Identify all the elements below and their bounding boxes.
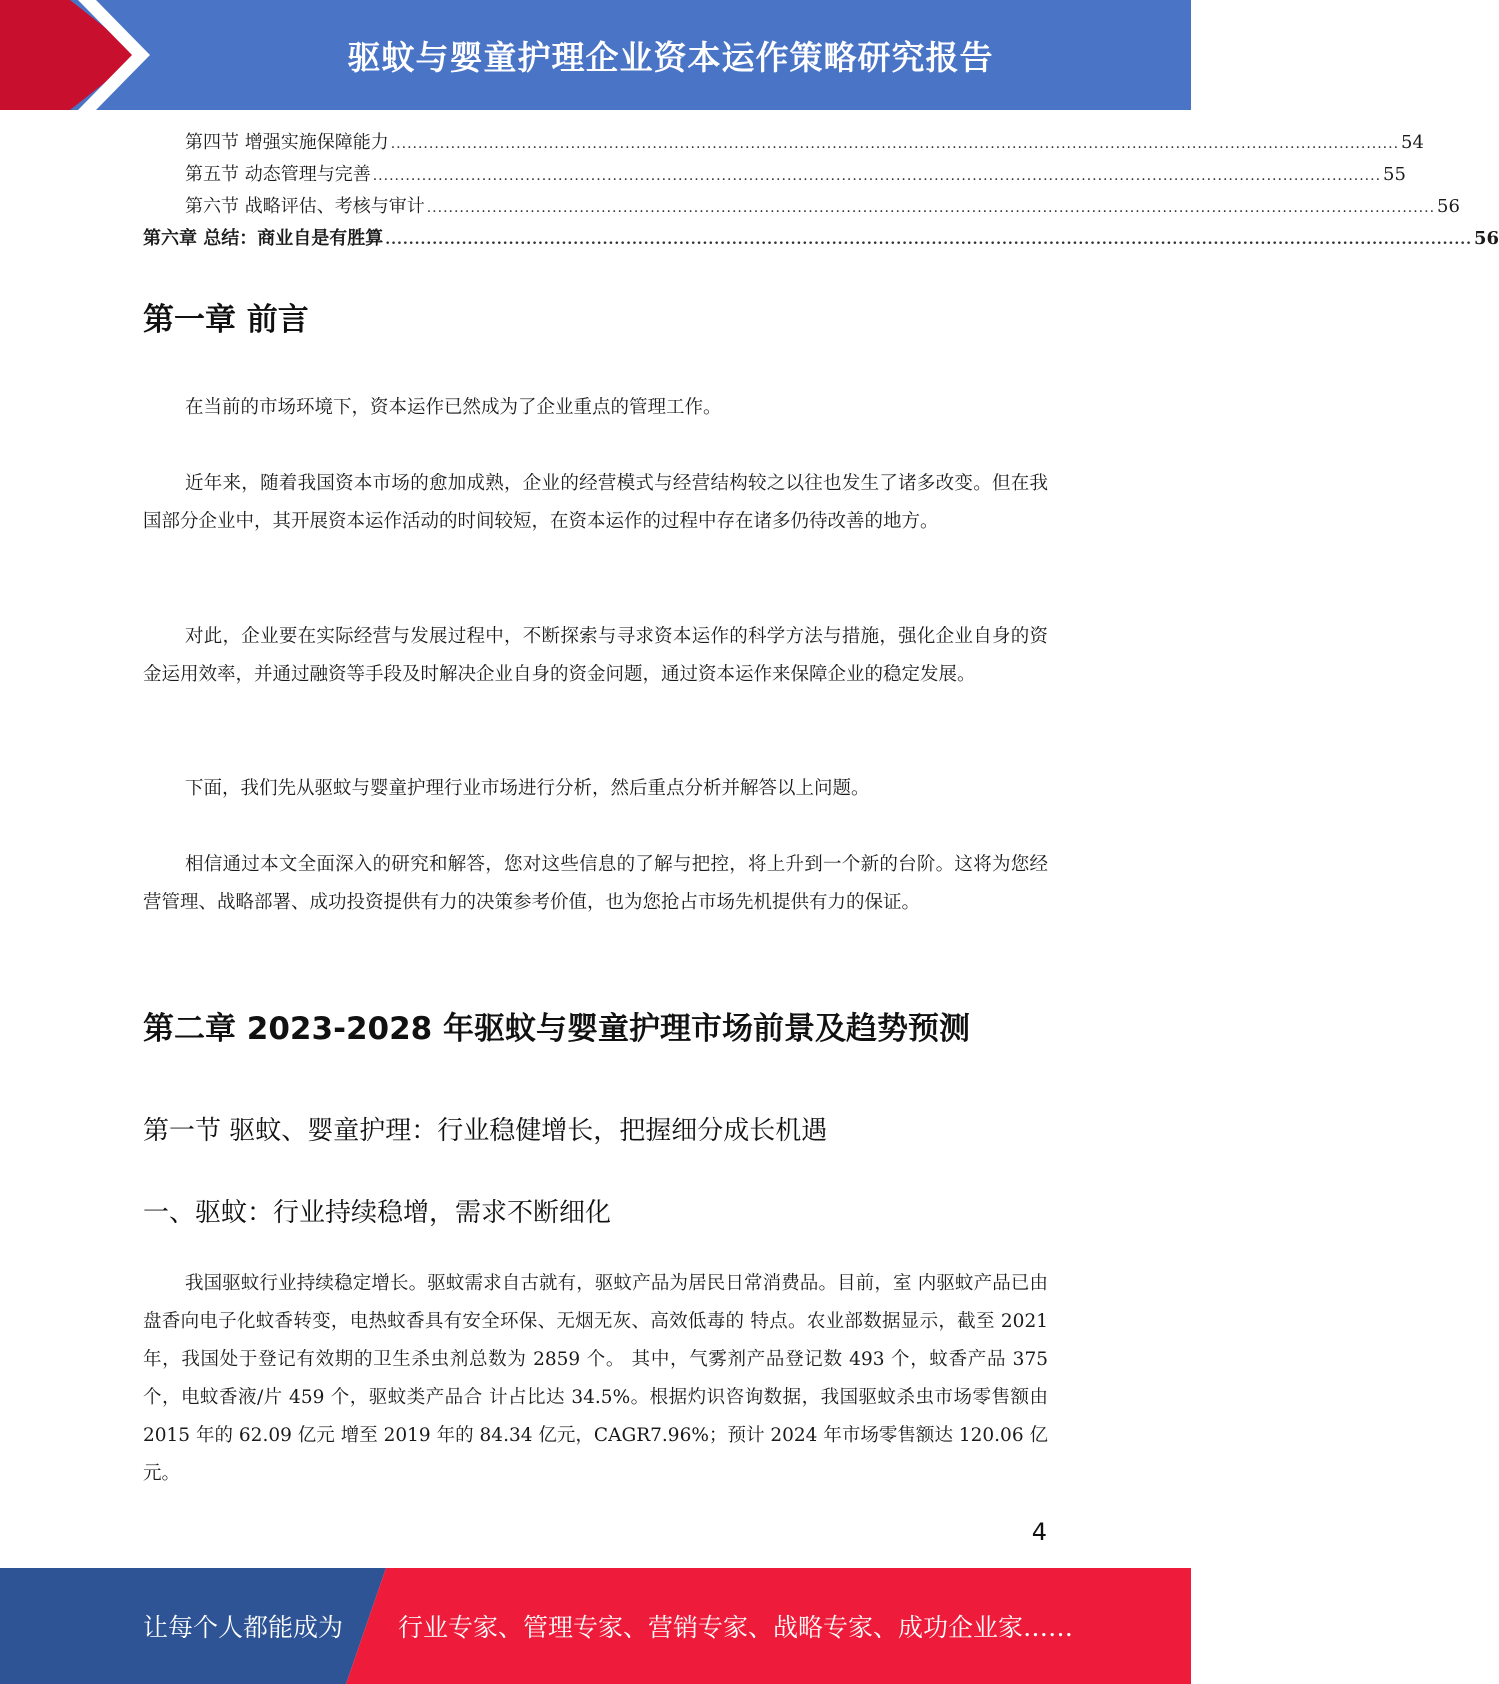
chapter-1-heading: 第一章 前言 xyxy=(143,302,309,338)
toc-leader-dots: ......................................................................................................................................................................................... xyxy=(372,168,1382,184)
toc-entry-chapter[interactable] xyxy=(143,224,1499,256)
toc-entry-label: 第六章 总结：商业自是有胜算 xyxy=(143,228,384,249)
paragraph: 近年来，随着我国资本市场的愈加成熟，企业的经营模式与经营结构较之以往也发生了诸多改变。但在我国部分企业中，其开展资本运作活动的时间较短，在资本运作的过程中存在诸多仍待改善的地方。 xyxy=(143,473,1048,532)
page-footer xyxy=(0,1568,1191,1684)
toc-entry-label: 第五节 动态管理与完善 xyxy=(185,164,371,185)
paragraph: 下面，我们先从驱蚊与婴童护理行业市场进行分析，然后重点分析并解答以上问题。 xyxy=(185,778,870,799)
chapter-2-heading: 第二章 2023-2028 年驱蚊与婴童护理市场前景及趋势预测 xyxy=(143,1011,971,1047)
table-of-contents xyxy=(143,128,1499,256)
paragraph: 相信通过本文全面深入的研究和解答，您对这些信息的了解与把控，将上升到一个新的台阶。这将为您经营管理、战略部署、成功投资提供有力的决策参考价值，也为您抢占市场先机提供有力的保证。 xyxy=(143,854,1048,913)
toc-entry-label: 第六节 战略评估、考核与审计 xyxy=(185,196,425,217)
report-title: 驱蚊与婴童护理企业资本运作策略研究报告 xyxy=(347,37,994,77)
page-number: 4 xyxy=(1031,1518,1047,1546)
paragraph: 在当前的市场环境下，资本运作已然成为了企业重点的管理工作。 xyxy=(185,397,722,418)
toc-entry-page: 55 xyxy=(1383,164,1406,185)
toc-entry[interactable] xyxy=(143,128,1424,160)
toc-leader-dots: ......................................................................................................................................................................................... xyxy=(390,136,1400,152)
toc-leader-dots: ......................................................................................................................................................................................... xyxy=(426,200,1436,216)
toc-entry[interactable] xyxy=(143,160,1406,192)
header-arrow-decoration xyxy=(0,0,160,110)
section-1-heading: 第一节 驱蚊、婴童护理：行业稳健增长，把握细分成长机遇 xyxy=(143,1116,828,1146)
paragraph: 我国驱蚊行业持续稳定增长。驱蚊需求自古就有，驱蚊产品为居民日常消费品。目前，室 内驱蚊产品已由盘香向电子化蚊香转变，电热蚊香具有安全环保、无烟无灰、高效低毒的 特点。农业部数据显示，截至 2021 年，我国处于登记有效期的卫生杀虫剂总数为 2859 个。 其中，气雾剂产品登记数 493 个，蚊香产品 375 个，电蚊香液/片 459 个，驱蚊类产品合 计占比达 34.5%。根据灼识咨询数据，我国驱蚊杀虫市场零售额由 2015 年的 62.09 亿元 增至 2019 年的 84.34 亿元，CAGR7.96%；预计 2024 年市场零售额达 120.06 亿元。 xyxy=(143,1273,1048,1484)
footer-slogan-right: 行业专家、管理专家、营销专家、战略专家、成功企业家…… xyxy=(398,1613,1074,1642)
toc-entry-page: 54 xyxy=(1401,132,1424,153)
toc-entry-label: 第四节 增强实施保障能力 xyxy=(185,132,389,153)
paragraph: 对此，企业要在实际经营与发展过程中，不断探索与寻求资本运作的科学方法与措施，强化企业自身的资金运用效率，并通过融资等手段及时解决企业自身的资金问题，通过资本运作来保障企业的稳定发展。 xyxy=(143,626,1048,685)
page-header xyxy=(0,0,1191,110)
subsection-1-heading: 一、驱蚊：行业持续稳增，需求不断细化 xyxy=(143,1198,612,1228)
toc-entry-page: 56 xyxy=(1437,196,1460,217)
toc-entry-page: 56 xyxy=(1473,228,1499,249)
toc-entry[interactable] xyxy=(143,192,1460,224)
footer-slogan-left: 让每个人都能成为 xyxy=(143,1613,344,1642)
toc-leader-dots: ......................................................................................................................................................................................... xyxy=(385,232,1472,248)
